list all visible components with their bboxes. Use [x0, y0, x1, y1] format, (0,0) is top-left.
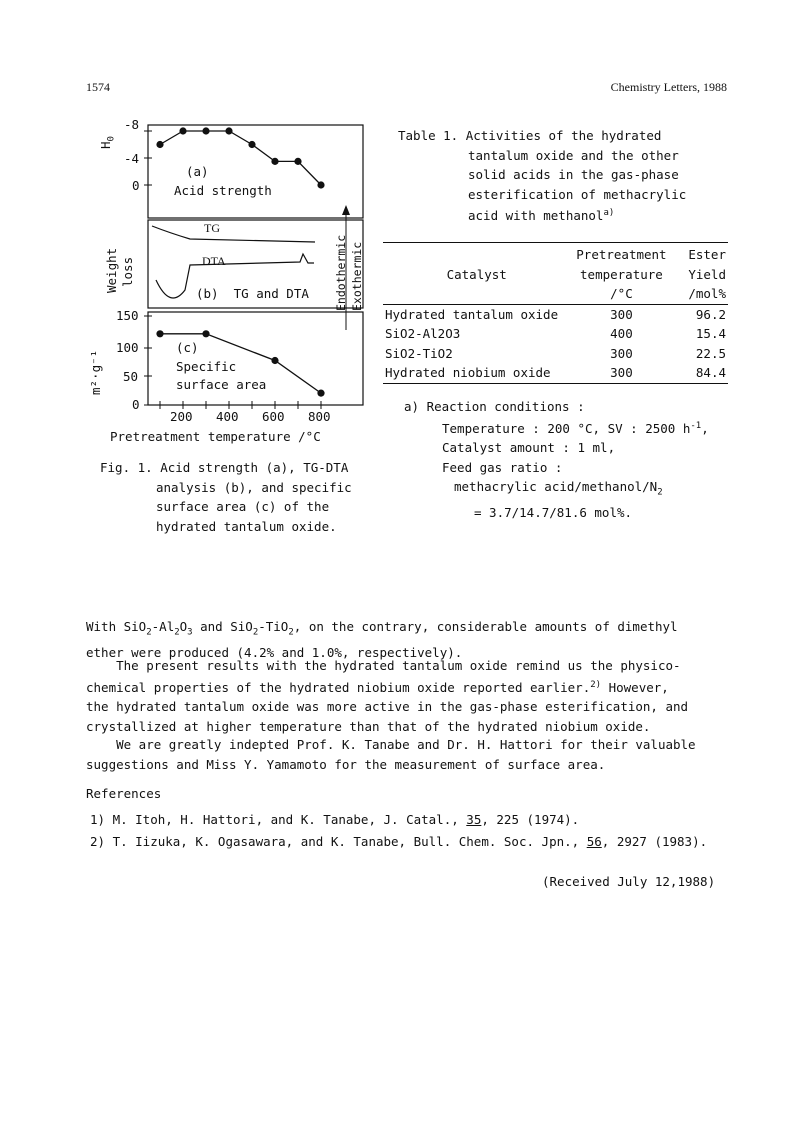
panel-c-title-1: Specific: [176, 359, 237, 374]
col-header: /°C: [570, 284, 672, 304]
panel-c-ytick: 150: [116, 308, 139, 323]
figure-1: [90, 115, 390, 445]
table-row: Hydrated niobium oxide 300 84.4: [383, 363, 728, 383]
acid-strength-point: [179, 127, 186, 134]
col-header: Ester: [672, 243, 728, 265]
surface-area-point: [317, 390, 324, 397]
acknowledgement: We are greatly indepted Prof. K. Tanabe and Dr. H. Hattori for their valuable suggestions and Miss Y. Yamamoto for the measurement of surface area.: [86, 737, 696, 772]
panel-c-label: (c): [176, 340, 199, 355]
tg-curve: [152, 226, 315, 242]
panel-b-ylabel-1: Weight: [104, 247, 119, 293]
journal-running-head: Chemistry Letters, 1988: [610, 80, 727, 94]
acid-strength-point: [156, 141, 163, 148]
surface-area-point: [271, 357, 278, 364]
panel-c-title-2: surface area: [176, 377, 267, 392]
acid-strength-point: [248, 141, 255, 148]
reference-1: 1) M. Itoh, H. Hattori, and K. Tanabe, J. Catal., 35, 225 (1974).: [90, 812, 580, 827]
endothermic-label: Endothermic: [334, 234, 348, 311]
col-header: Pretreatment: [570, 243, 672, 265]
panel-c-ytick: 0: [132, 397, 140, 412]
table-row: Hydrated tantalum oxide 300 96.2: [385, 306, 726, 322]
col-header: Yield: [688, 266, 726, 282]
acid-strength-point: [317, 181, 324, 188]
table-row: SiO2-TiO2 300 22.5: [385, 345, 726, 361]
panel-c-ytick: 100: [116, 340, 139, 355]
references-heading: References: [86, 786, 162, 801]
reference-2: 2) T. Iizuka, K. Ogasawara, and K. Tanabe, Bull. Chem. Soc. Jpn., 56, 2927 (1983).: [90, 834, 708, 849]
acid-strength-point: [271, 158, 278, 165]
panel-c-ytick: 50: [123, 369, 139, 384]
tg-label: TG: [204, 221, 220, 235]
col-header: /mol%: [672, 284, 728, 304]
xtick: 800: [308, 409, 331, 424]
acid-strength-points: [156, 127, 324, 188]
surface-area-point: [202, 330, 209, 337]
panel-a-ytick: -4: [124, 151, 140, 166]
xtick: 600: [262, 409, 285, 424]
col-header: Catalyst: [446, 266, 507, 282]
body-paragraph-2: The present results with the hydrated tantalum oxide remind us the physico- chemical properties of the hydrated niobium oxide reported earlier.$^{2)}$ However, the hydrated tantalum oxide was more active in the gas-phase esterification, and crystallized at higher temperature than that of the hydrated niobium oxide.: [86, 658, 689, 734]
acid-strength-point: [225, 127, 232, 134]
panel-c-ylabel: m²·g⁻¹: [88, 349, 103, 395]
xtick: 400: [216, 409, 239, 424]
exothermic-label: Exothermic: [350, 241, 364, 311]
xtick: 200: [170, 409, 193, 424]
figure-caption: Fig. 1. Acid strength (a), TG-DTA analysis (b), and specific surface area (c) of the hydrated tantalum oxide.: [100, 460, 352, 534]
table-row: SiO2-Al2O3 400 15.4: [385, 326, 726, 341]
panel-a-ytick: 0: [132, 178, 140, 193]
received-date: (Received July 12,1988): [542, 874, 716, 889]
panel-a-frame: [148, 125, 363, 218]
table-footnote: a) Reaction conditions : Temperature : 200 °C, SV : 2500 $h^{-1}$, Catalyst amount : 1 ml, Feed gas ratio : methacrylic acid/$methanol/N_2$ = 3.7/14.7/81.6 mol%.: [404, 399, 709, 521]
xlabel: Pretreatment temperature /°C: [110, 429, 321, 444]
panel-b-ylabel-2: loss: [120, 256, 135, 287]
acid-strength-point: [202, 127, 209, 134]
panel-a-ytick: -8: [124, 117, 140, 132]
panel-b-caption: (b) TG and DTA: [196, 286, 309, 301]
page-number: 1574: [86, 80, 110, 94]
panel-a-ylabel: $H_0$: [98, 136, 117, 149]
col-header: temperature: [580, 266, 663, 282]
dta-label: DTA: [202, 254, 226, 268]
acid-strength-point: [294, 158, 301, 165]
table-title: Table 1. Activities of the hydrated tantalum oxide and the other solid acids in the gas-phase esterification of methacrylic acid with methanol$^{a)}$: [398, 128, 687, 224]
table-1: [383, 242, 728, 384]
panel-a-label: (a): [186, 164, 209, 179]
body-paragraph-1: With $SiO_2-Al_2O_3$ and SiO$_2$-TiO$_2$, on the contrary, considerable amounts of dimethyl ether were produced (4.2% and 1.0%, respectively).: [86, 619, 678, 660]
surface-area-point: [156, 330, 163, 337]
panel-a-title: Acid strength: [174, 183, 272, 198]
